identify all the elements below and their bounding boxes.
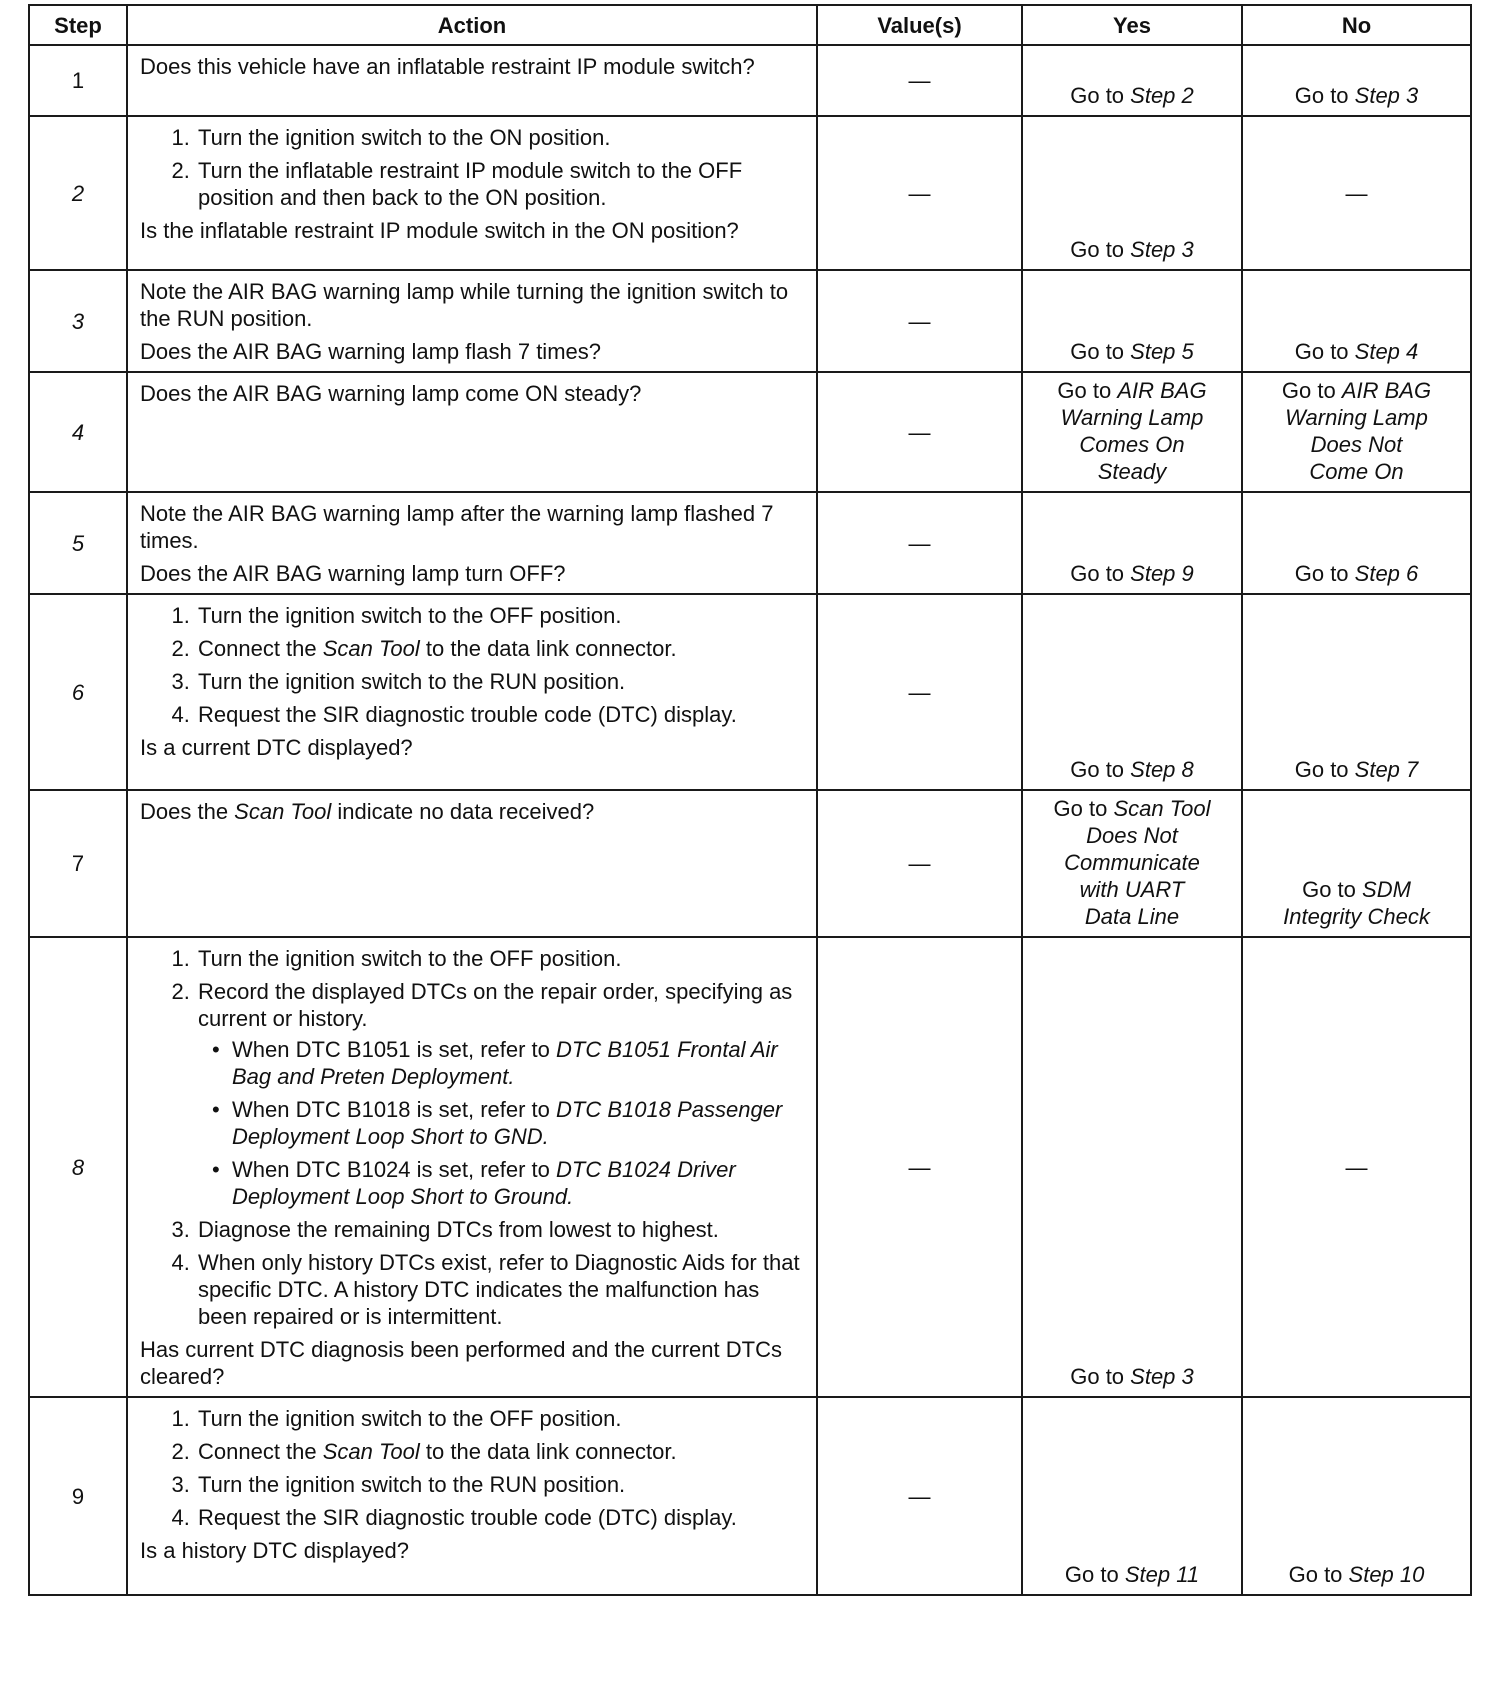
goto-link[interactable]: Data Line bbox=[1084, 904, 1180, 929]
goto-step-link[interactable]: Step 8 bbox=[1130, 757, 1194, 782]
table-row-step-9 bbox=[29, 1397, 1471, 1595]
action-note: Note the AIR BAG warning lamp after the warning lamp flashed 7 times. bbox=[140, 501, 774, 553]
dtc-text: When DTC B1024 is set, refer to bbox=[232, 1157, 557, 1182]
step-number: 7 bbox=[29, 790, 127, 937]
action-step: 4. Request the SIR diagnostic trouble code (DTC) display. bbox=[196, 1504, 806, 1531]
yes-cell bbox=[1022, 45, 1242, 116]
action-text: indicate no data received? bbox=[331, 799, 595, 824]
value-cell: — bbox=[817, 594, 1022, 790]
yes-cell bbox=[1022, 116, 1242, 270]
goto-prefix: Go to bbox=[1302, 877, 1363, 902]
no-cell bbox=[1242, 1397, 1471, 1595]
goto-link[interactable]: Steady bbox=[1097, 459, 1167, 484]
action-question: Does the AIR BAG warning lamp turn OFF? bbox=[140, 561, 566, 586]
step-number: 8 bbox=[29, 937, 127, 1397]
goto-step-link[interactable]: Step 10 bbox=[1348, 1562, 1425, 1587]
dtc-reference-link[interactable]: DTC B1051 Frontal Air Bag and Preten Deployment. bbox=[232, 1037, 778, 1089]
goto-link[interactable]: Come On bbox=[1309, 459, 1404, 484]
goto-link[interactable]: Does Not bbox=[1086, 823, 1178, 848]
value-cell: — bbox=[817, 116, 1022, 270]
action-step bbox=[196, 635, 806, 662]
action-steps bbox=[140, 1405, 806, 1531]
goto-step-link[interactable]: Step 9 bbox=[1130, 561, 1194, 586]
goto-link[interactable]: Comes On bbox=[1079, 432, 1185, 457]
no-cell: — bbox=[1242, 116, 1471, 270]
step-number: 2 bbox=[29, 116, 127, 270]
goto-link[interactable]: AIR BAG bbox=[1341, 378, 1432, 403]
goto-link[interactable]: Does Not bbox=[1310, 432, 1403, 457]
action-steps bbox=[140, 124, 806, 211]
goto-prefix: Go to bbox=[1070, 339, 1131, 364]
goto-link[interactable]: Integrity Check bbox=[1283, 904, 1430, 929]
goto-prefix: Go to bbox=[1070, 561, 1131, 586]
action-question bbox=[140, 798, 806, 825]
goto-link[interactable]: Warning Lamp bbox=[1060, 405, 1204, 430]
action-cell bbox=[127, 1397, 817, 1595]
value-cell: — bbox=[817, 372, 1022, 492]
action-text: Connect the bbox=[198, 1439, 323, 1464]
no-cell bbox=[1242, 790, 1471, 937]
table-row-step-5 bbox=[29, 492, 1471, 594]
action-question: Does the AIR BAG warning lamp come ON steady? bbox=[140, 381, 642, 406]
action-cell bbox=[127, 270, 817, 372]
goto-prefix: Go to bbox=[1294, 83, 1355, 108]
action-question: Does the AIR BAG warning lamp flash 7 times? bbox=[140, 339, 601, 364]
yes-cell bbox=[1022, 492, 1242, 594]
goto-prefix: Go to bbox=[1057, 378, 1118, 403]
action-cell bbox=[127, 372, 817, 492]
table-row-step-4 bbox=[29, 372, 1471, 492]
dtc-reference-item bbox=[206, 1156, 806, 1210]
action-steps bbox=[140, 945, 806, 1330]
goto-step-link[interactable]: Step 7 bbox=[1354, 757, 1419, 782]
goto-prefix: Go to bbox=[1281, 378, 1342, 403]
action-step: 3. Turn the ignition switch to the RUN position. bbox=[196, 1471, 806, 1498]
goto-step-link[interactable]: Step 3 bbox=[1130, 237, 1194, 262]
no-cell bbox=[1242, 270, 1471, 372]
no-cell bbox=[1242, 594, 1471, 790]
goto-step-link[interactable]: Step 3 bbox=[1130, 1364, 1194, 1389]
action-text: Connect the bbox=[198, 636, 323, 661]
yes-cell bbox=[1022, 372, 1242, 492]
action-cell bbox=[127, 790, 817, 937]
value-cell: — bbox=[817, 937, 1022, 1397]
dtc-reference-link[interactable]: DTC B1018 Passenger Deployment Loop Short to GND. bbox=[232, 1097, 783, 1149]
value-cell: — bbox=[817, 270, 1022, 372]
action-step: 3. Turn the ignition switch to the RUN position. bbox=[196, 668, 806, 695]
action-step: 1. Turn the ignition switch to the ON position. bbox=[196, 124, 806, 151]
goto-prefix: Go to bbox=[1053, 796, 1114, 821]
action-step: 1. Turn the ignition switch to the OFF position. bbox=[196, 602, 806, 629]
action-step: 2. Turn the inflatable restraint IP module switch to the OFF position and then back to the ON position. bbox=[196, 157, 806, 211]
value-cell: — bbox=[817, 790, 1022, 937]
dtc-reference-item bbox=[206, 1096, 806, 1150]
scan-tool-ref: Scan Tool bbox=[322, 636, 420, 661]
goto-link[interactable]: AIR BAG bbox=[1117, 378, 1207, 403]
action-question: Does this vehicle have an inflatable restraint IP module switch? bbox=[140, 54, 755, 79]
step-number: 4 bbox=[29, 372, 127, 492]
yes-cell bbox=[1022, 594, 1242, 790]
goto-link[interactable]: Communicate bbox=[1064, 850, 1200, 875]
dtc-reference-list bbox=[198, 1036, 806, 1210]
action-step: 4. Request the SIR diagnostic trouble code (DTC) display. bbox=[196, 701, 806, 728]
goto-step-link[interactable]: Step 6 bbox=[1354, 561, 1419, 586]
yes-cell bbox=[1022, 937, 1242, 1397]
no-cell: — bbox=[1242, 937, 1471, 1397]
action-question: Is the inflatable restraint IP module switch in the ON position? bbox=[140, 218, 739, 243]
value-cell: — bbox=[817, 492, 1022, 594]
step-number: 3 bbox=[29, 270, 127, 372]
goto-prefix: Go to bbox=[1294, 339, 1355, 364]
action-text: to the data link connector. bbox=[419, 1439, 677, 1464]
yes-cell bbox=[1022, 1397, 1242, 1595]
goto-prefix: Go to bbox=[1070, 1364, 1131, 1389]
no-cell bbox=[1242, 372, 1471, 492]
goto-step-link[interactable]: Step 2 bbox=[1130, 83, 1194, 108]
header-values: Value(s) bbox=[817, 5, 1022, 45]
goto-link[interactable]: Scan Tool bbox=[1113, 796, 1211, 821]
value-cell: — bbox=[817, 45, 1022, 116]
no-cell bbox=[1242, 45, 1471, 116]
action-question: Is a current DTC displayed? bbox=[140, 735, 413, 760]
action-step: 3. Diagnose the remaining DTCs from lowest to highest. bbox=[196, 1216, 806, 1243]
diagnostic-table bbox=[28, 4, 1472, 1596]
action-step: 1. Turn the ignition switch to the OFF position. bbox=[196, 945, 806, 972]
header-step: Step bbox=[29, 5, 127, 45]
goto-link[interactable]: Warning Lamp bbox=[1285, 405, 1428, 430]
table-row-step-2 bbox=[29, 116, 1471, 270]
action-cell bbox=[127, 116, 817, 270]
action-cell bbox=[127, 492, 817, 594]
goto-step-link[interactable]: Step 11 bbox=[1124, 1562, 1200, 1587]
action-question: Is a history DTC displayed? bbox=[140, 1538, 409, 1563]
table-row-step-7 bbox=[29, 790, 1471, 937]
header-yes: Yes bbox=[1022, 5, 1242, 45]
goto-prefix: Go to bbox=[1070, 757, 1131, 782]
yes-cell bbox=[1022, 270, 1242, 372]
dtc-reference-item bbox=[206, 1036, 806, 1090]
goto-link[interactable]: with UART bbox=[1079, 877, 1185, 902]
header-no: No bbox=[1242, 5, 1471, 45]
action-text: to the data link connector. bbox=[419, 636, 677, 661]
goto-prefix: Go to bbox=[1294, 757, 1355, 782]
action-step bbox=[196, 978, 806, 1210]
action-steps bbox=[140, 602, 806, 728]
dtc-text: When DTC B1051 is set, refer to bbox=[232, 1037, 557, 1062]
action-cell bbox=[127, 594, 817, 790]
goto-step-link[interactable]: Step 5 bbox=[1130, 339, 1194, 364]
action-cell bbox=[127, 45, 817, 116]
action-step: 1. Turn the ignition switch to the OFF position. bbox=[196, 1405, 806, 1432]
action-note: Note the AIR BAG warning lamp while turning the ignition switch to the RUN position. bbox=[140, 279, 789, 331]
goto-prefix: Go to bbox=[1070, 83, 1131, 108]
step-number: 9 bbox=[29, 1397, 127, 1595]
step-number: 1 bbox=[29, 45, 127, 116]
goto-step-link[interactable]: Step 4 bbox=[1354, 339, 1419, 364]
scan-tool-ref: Scan Tool bbox=[322, 1439, 420, 1464]
table-row-step-3 bbox=[29, 270, 1471, 372]
step-number: 6 bbox=[29, 594, 127, 790]
goto-prefix: Go to bbox=[1064, 1562, 1125, 1587]
goto-prefix: Go to bbox=[1070, 237, 1131, 262]
table-row-step-8 bbox=[29, 937, 1471, 1397]
table-row-step-6 bbox=[29, 594, 1471, 790]
goto-prefix: Go to bbox=[1294, 561, 1355, 586]
no-cell bbox=[1242, 492, 1471, 594]
header-action: Action bbox=[127, 5, 817, 45]
action-text: Record the displayed DTCs on the repair order, specifying as current or history. bbox=[198, 979, 793, 1031]
header-row bbox=[29, 5, 1471, 45]
goto-step-link[interactable]: Step 3 bbox=[1354, 83, 1419, 108]
scan-tool-ref: Scan Tool bbox=[234, 799, 332, 824]
table-row-step-1 bbox=[29, 45, 1471, 116]
action-step bbox=[196, 1438, 806, 1465]
action-question: Has current DTC diagnosis been performed and the current DTCs cleared? bbox=[140, 1337, 782, 1389]
action-cell bbox=[127, 937, 817, 1397]
dtc-text: When DTC B1018 is set, refer to bbox=[232, 1097, 557, 1122]
step-number: 5 bbox=[29, 492, 127, 594]
action-step: 4. When only history DTCs exist, refer to Diagnostic Aids for that specific DTC. A history DTC indicates the malfunction has been repaired or is intermittent. bbox=[196, 1249, 806, 1330]
dtc-reference-link[interactable]: DTC B1024 Driver Deployment Loop Short to Ground. bbox=[232, 1157, 736, 1209]
action-text: Does the bbox=[140, 799, 235, 824]
goto-prefix: Go to bbox=[1288, 1562, 1349, 1587]
yes-cell bbox=[1022, 790, 1242, 937]
goto-link[interactable]: SDM bbox=[1362, 877, 1411, 902]
value-cell: — bbox=[817, 1397, 1022, 1595]
